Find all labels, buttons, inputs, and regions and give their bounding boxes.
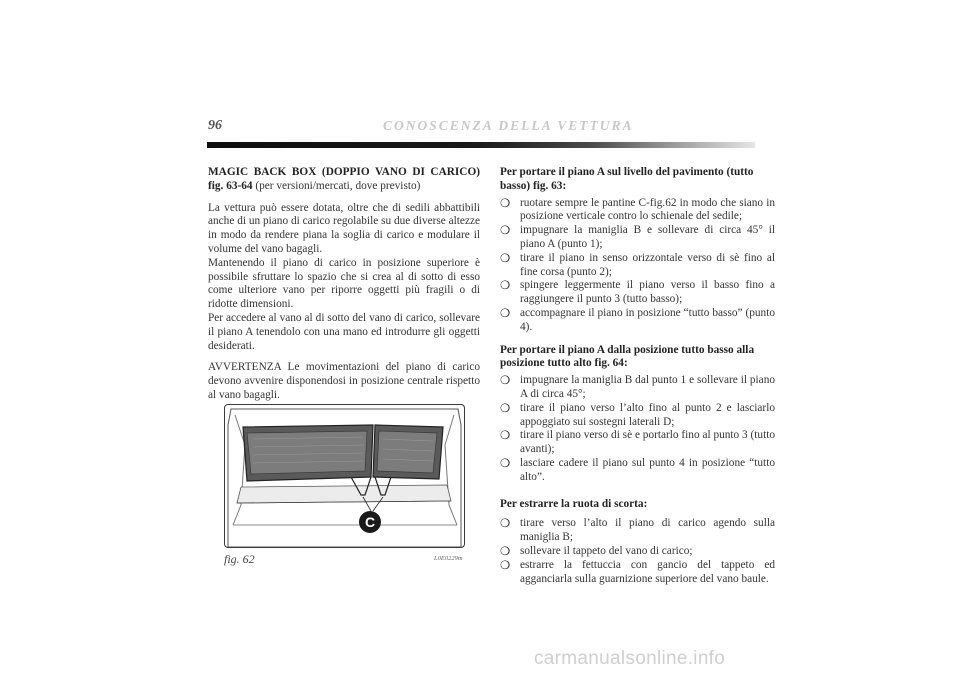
warning-paragraph: AVVERTENZA Le movimentazioni del piano di carico devono avvenire disponendosi in posizione centrale rispetto al vano bagagli.: [208, 361, 480, 401]
running-header-title: CONOSCENZA DELLA VETTURA: [383, 118, 634, 133]
magic-back-box-heading: [208, 166, 480, 194]
section1-list: [500, 197, 775, 335]
figure-62-illustration: [224, 404, 465, 548]
label-c-text: C: [364, 514, 376, 530]
figure-caption: fig. 62: [224, 552, 255, 566]
list-item: ❍ accompagnare il piano in posizione “tutto basso” (punto 4).: [500, 307, 775, 335]
list-item: ❍ impugnare la maniglia B dal punto 1 e sollevare il piano A di circa 45°;: [500, 374, 775, 402]
trunk-illustration: [225, 405, 464, 547]
right-column: [500, 166, 775, 586]
list-item: ❍ impugnare la maniglia B e sollevare di circa 45° il piano A (punto 1);: [500, 224, 775, 252]
section2-list: [500, 374, 775, 484]
list-item: ❍ tirare verso l’alto il piano di carico agendo sulla maniglia B;: [500, 517, 775, 545]
list-item: ❍ sollevare il tappeto del vano di carico;: [500, 545, 775, 559]
heading-note: (per versioni/mercati, dove previsto): [252, 179, 421, 192]
paragraph-2: Mantenendo il piano di carico in posizione superiore è possibile sfruttare lo spazio che si crea al di sotto di esso come ulteriore vano per riporre oggetti più fragili o di ridotte dimensioni.: [208, 256, 480, 311]
paragraph-3: Per accedere al vano al di sotto del vano di carico, sollevare il piano A tenendolo con una mano ed introdurre gli oggetti desiderati.: [208, 311, 480, 352]
list-item: ❍ spingere leggermente il piano verso il basso fino a raggiungere il punto 3 (tutto basso);: [500, 279, 775, 307]
section3-heading: Per estrarre la ruota di scorta:: [500, 497, 648, 510]
list-item: ❍ tirare il piano verso l’alto fino al punto 2 e lasciarlo appoggiato sui sostegni laterali D;: [500, 402, 775, 430]
watermark: carmanualsonline.info: [534, 648, 726, 669]
section1-heading: Per portare il piano A sul livello del pavimento (tutto basso) fig. 63:: [500, 166, 754, 192]
figure-code: L0E0229m: [434, 555, 463, 562]
list-item: ❍ lasciare cadere il piano sul punto 4 in posizione “tutto alto”.: [500, 457, 775, 485]
heading-bold: MAGIC BACK BOX (DOPPIO VANO DI CARICO) fig. 63-64: [208, 166, 480, 192]
page-number: 96: [208, 118, 222, 133]
list-item: ❍ estrarre la fettuccia con gancio del tappeto ed agganciarla sulla guarnizione superiore del vano baule.: [500, 559, 775, 587]
left-column: [208, 166, 480, 411]
header-rule: [207, 142, 755, 148]
list-item: ❍ tirare il piano in senso orizzontale verso di sè fino al fine corsa (punto 2);: [500, 252, 775, 280]
paragraph-1: La vettura può essere dotata, oltre che di sedili abbattibili anche di un piano di carico regolabile su due diverse altezze in modo da rendere piana la soglia di carico e modulare il volume del vano bagagli.: [208, 201, 480, 255]
list-item: ❍ ruotare sempre le pantine C-fig.62 in modo che siano in posizione verticale contro lo schienale del sedile;: [500, 197, 775, 225]
section2-heading: Per portare il piano A dalla posizione tutto basso alla posizione tutto alto fig. 64:: [500, 343, 755, 370]
list-item: ❍ tirare il piano verso di sè e portarlo fino al punto 3 (tutto avanti);: [500, 429, 775, 457]
section3-list: [500, 517, 775, 586]
